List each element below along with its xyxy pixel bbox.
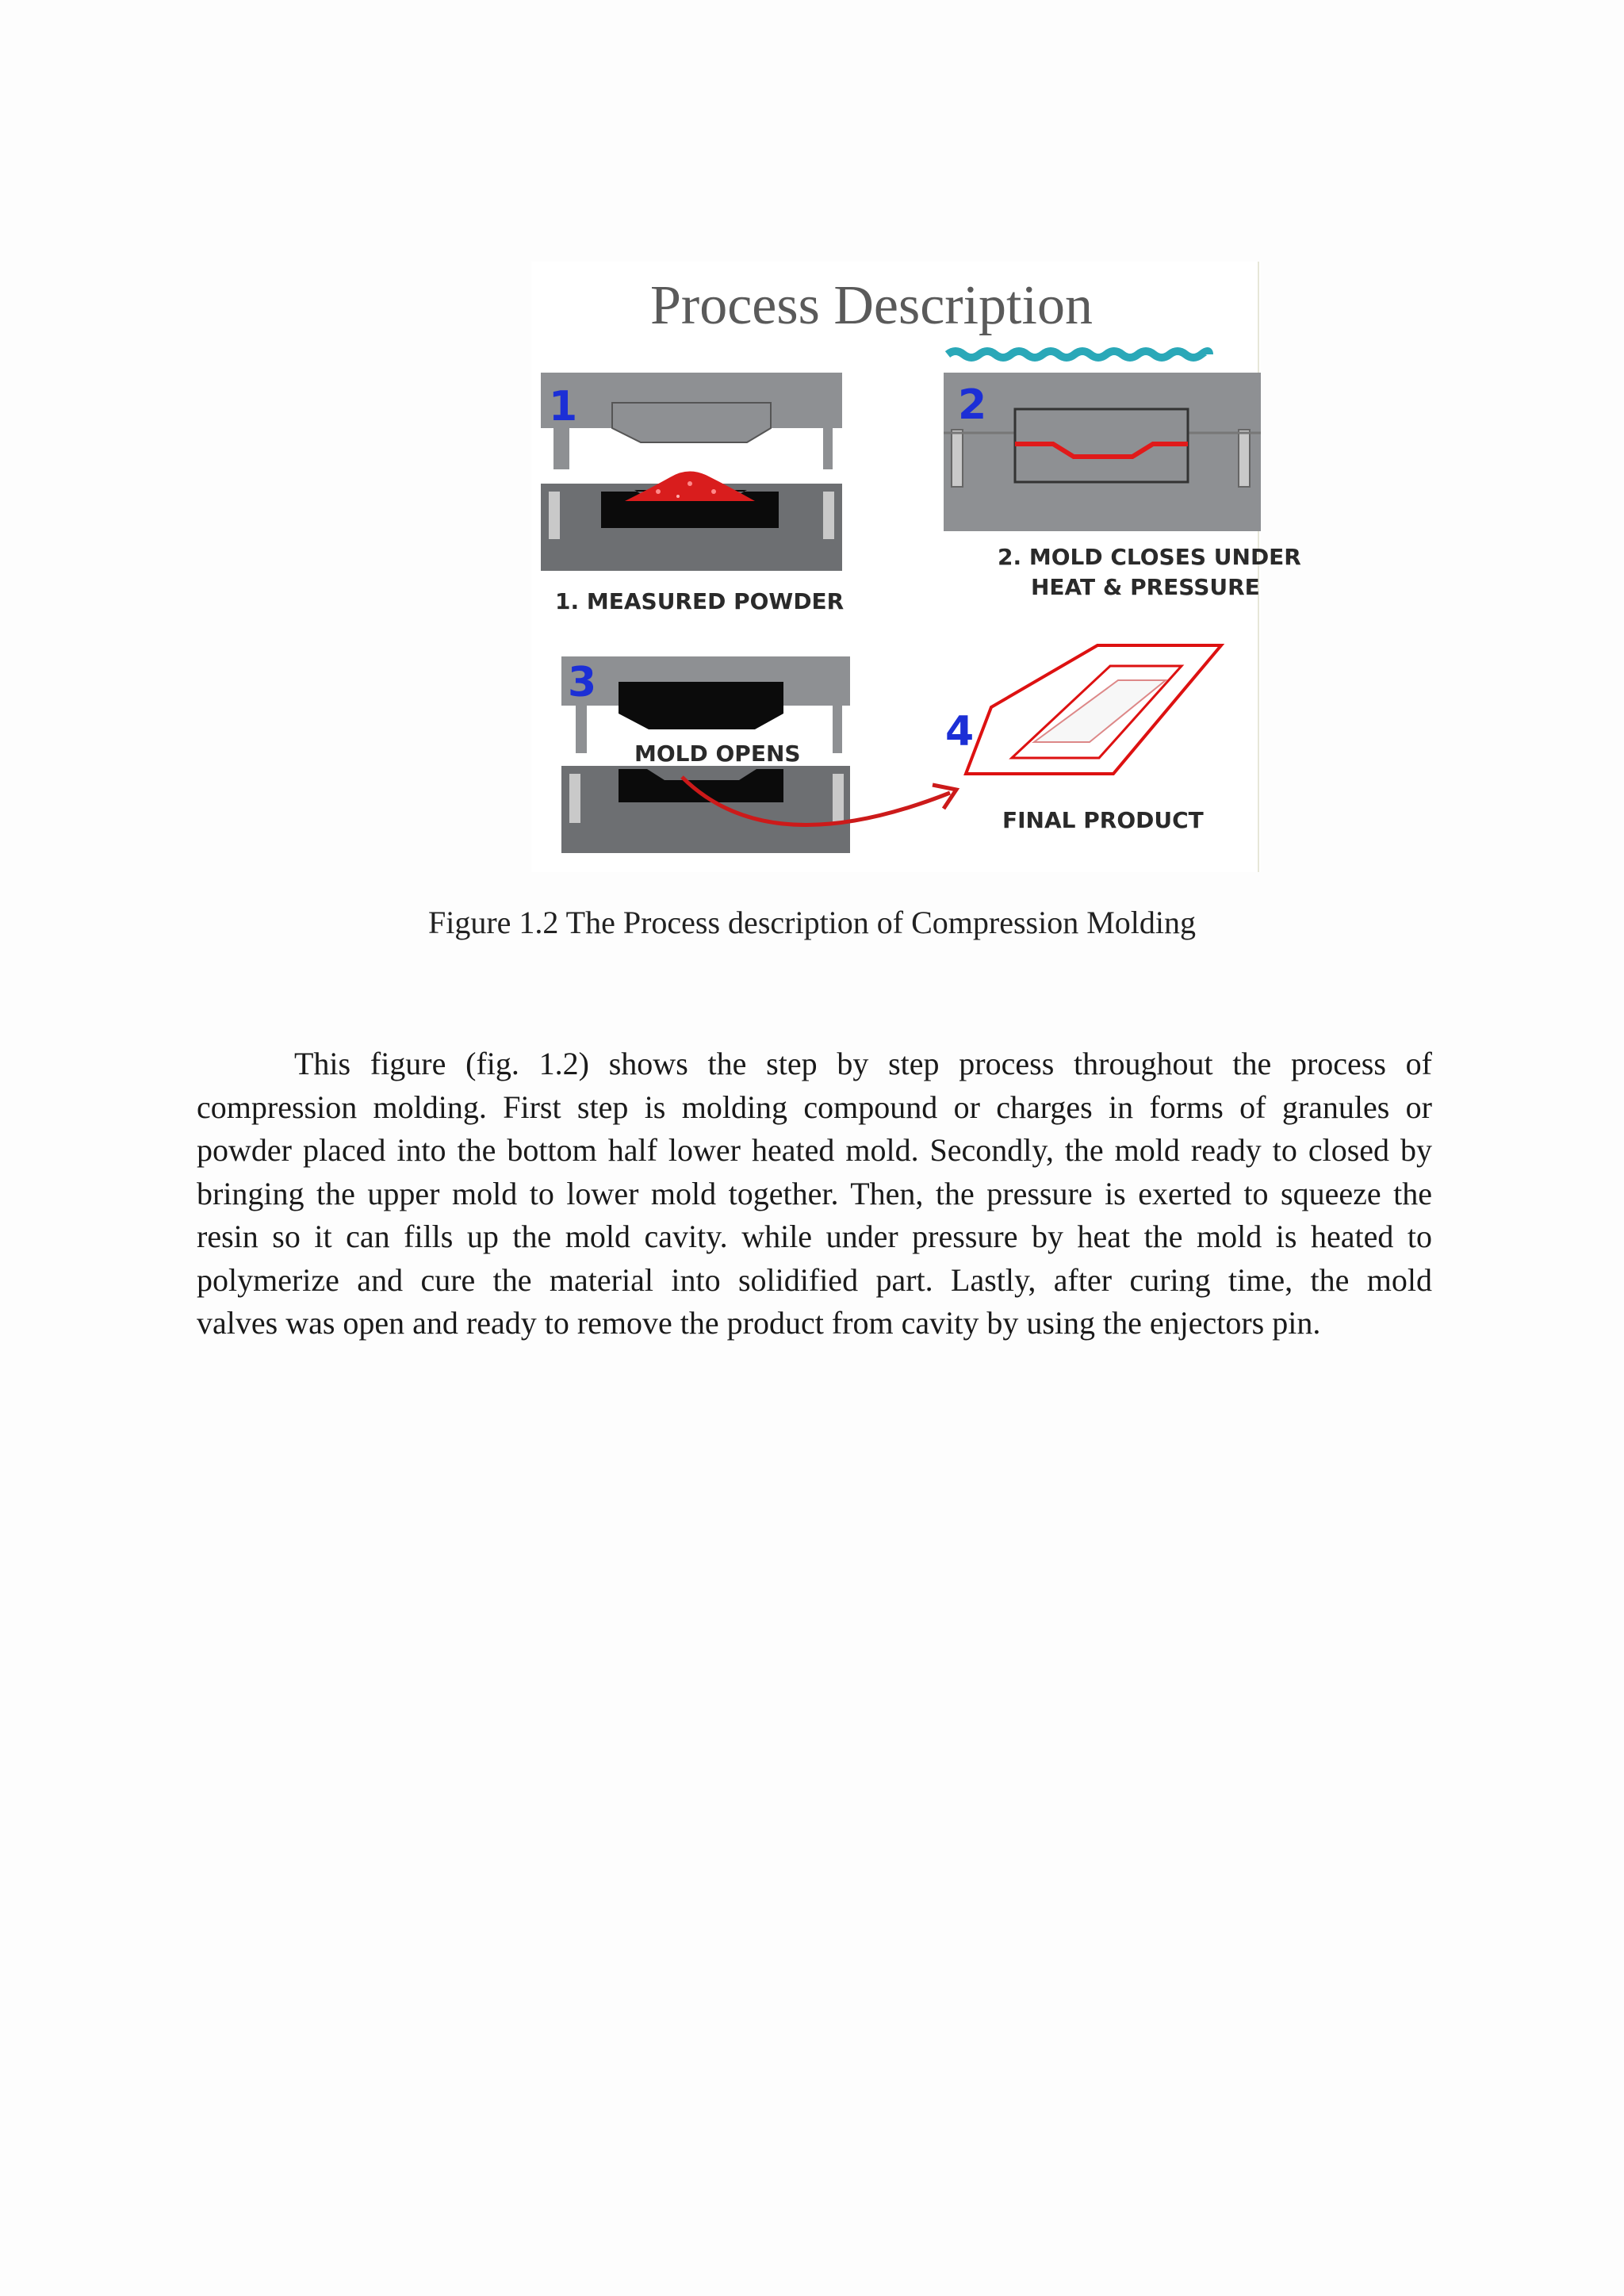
step-4-number: 4 (945, 708, 975, 756)
step-1-number: 1 (549, 383, 578, 430)
process-figure (531, 262, 1301, 872)
step-2-diagram (944, 373, 1301, 600)
paragraph-line: polymerize and cure the material into solidified part. Lastly, after curing time, the mold (197, 1261, 1432, 1298)
figure-caption: Figure 1.2 The Process description of Compression Molding (427, 905, 1197, 940)
paragraph-line: bringing the upper mold to lower mold together. Then, the pressure is exerted to squeeze the (197, 1175, 1432, 1211)
figure-title: Process Description (650, 275, 1093, 336)
paragraph-line: resin so it can fills up the mold cavity. while under pressure by heat the mold is heated to (197, 1219, 1432, 1254)
step-1-diagram (541, 373, 844, 614)
step-2-label-line1: 2. MOLD CLOSES UNDER (998, 544, 1301, 570)
body-paragraph (197, 1043, 1432, 1345)
paragraph-line: valves was open and ready to remove the product from cavity by using the enjectors pin. (197, 1305, 1321, 1341)
step-4-diagram (945, 645, 1221, 833)
step-3-number: 3 (568, 659, 597, 706)
paragraph-line: compression molding. First step is molding compound or charges in forms of granules or (197, 1089, 1432, 1125)
step-4-label: FINAL PRODUCT (1002, 807, 1204, 833)
step-3-label: MOLD OPENS (634, 740, 801, 767)
paragraph-line: This figure (fig. 1.2) shows the step by step process throughout the process of (294, 1046, 1432, 1081)
paragraph-line: powder placed into the bottom half lower heated mold. Secondly, the mold ready to closed by (197, 1132, 1432, 1168)
step-2-number: 2 (958, 381, 987, 429)
step-2-label-line2: HEAT & PRESSURE (1031, 574, 1260, 600)
step-1-label: 1. MEASURED POWDER (555, 588, 845, 614)
title-wave-decoration (948, 351, 1209, 358)
